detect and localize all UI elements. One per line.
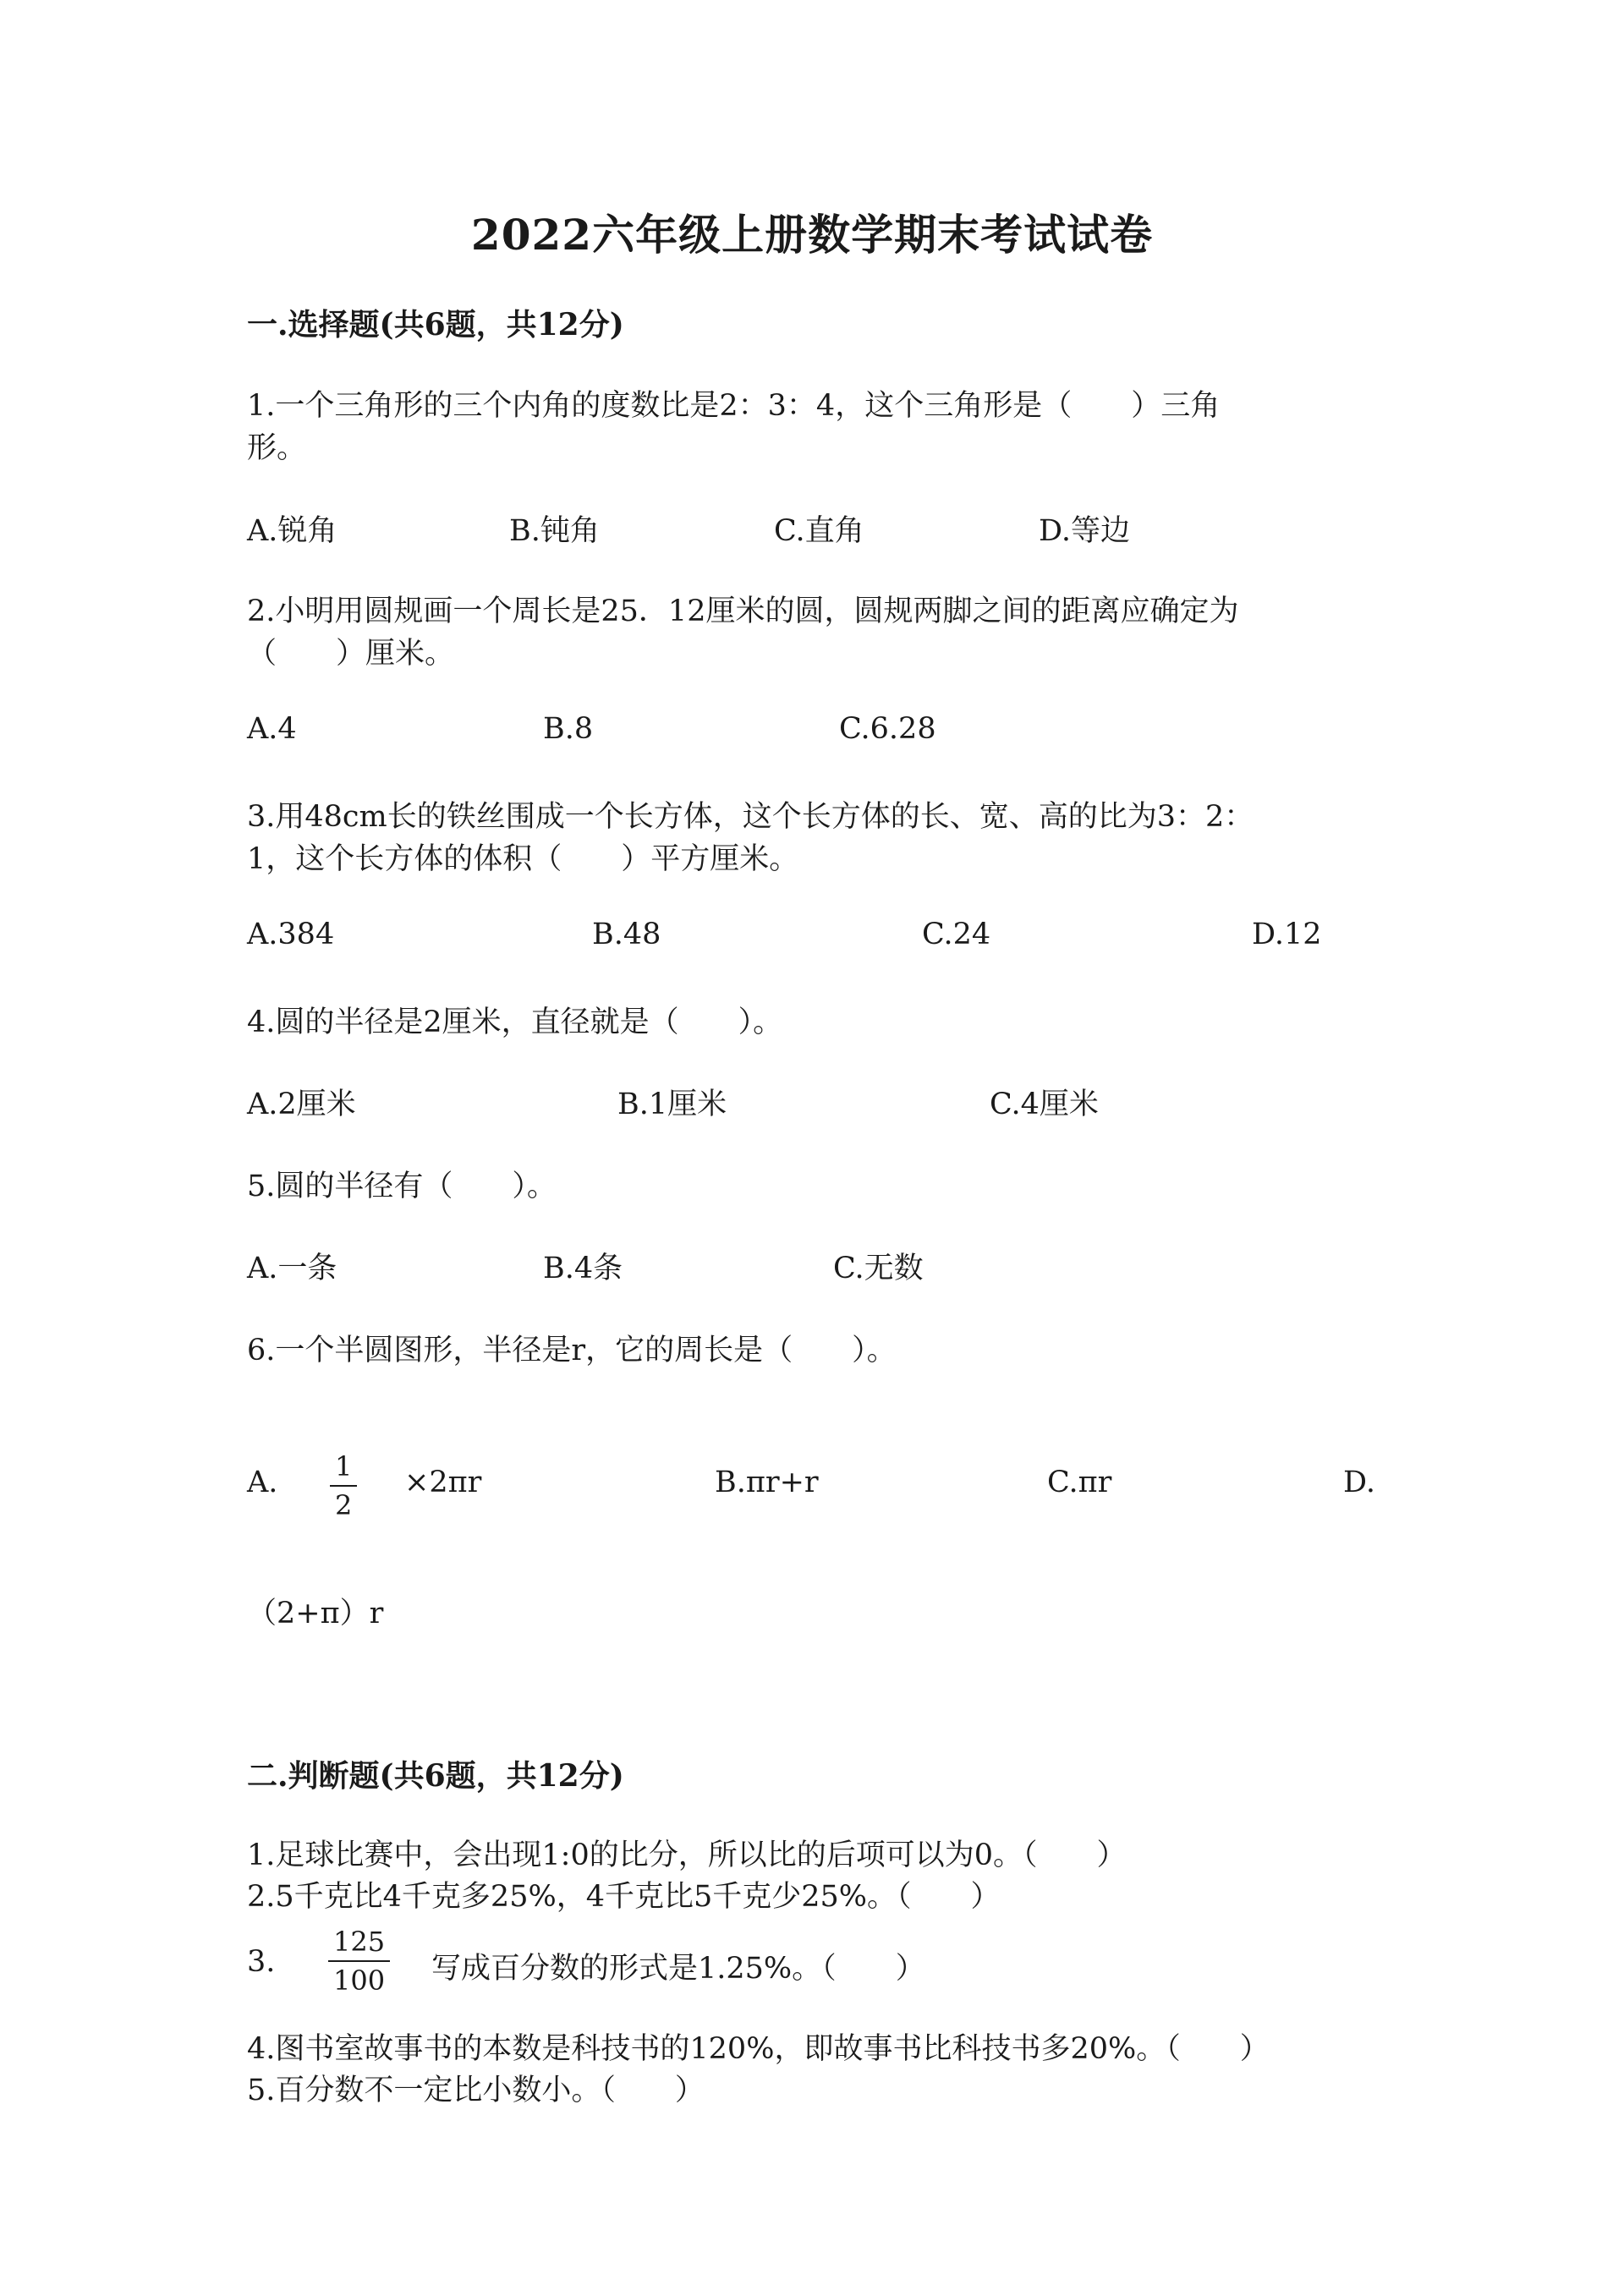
fraction-numerator: 125: [333, 1926, 386, 1958]
q6-option-c: C.πr: [1047, 1466, 1112, 1499]
q6-option-d-expression: （2+π）r: [247, 1597, 384, 1630]
q5-option-b: B.4条: [543, 1252, 623, 1285]
fraction-denominator: 100: [333, 1964, 386, 1997]
q6-option-a-expression: ×2πr: [404, 1466, 482, 1499]
question-2-text-cont: （ ）厘米。: [247, 637, 455, 671]
question-6-text: 6.一个半圆图形，半径是r，它的周长是（ ）。: [247, 1334, 897, 1367]
q4-option-b: B.1厘米: [617, 1088, 727, 1121]
judgement-1-text: 1.足球比赛中，会出现1:0的比分，所以比的后项可以为0。（ ）: [247, 1838, 1127, 1872]
q6-option-a-fraction: [330, 1450, 357, 1521]
q1-option-b: B.钝角: [509, 514, 600, 548]
judgement-4-text: 4.图书室故事书的本数是科技书的120%，即故事书比科技书多20%。（ ）: [247, 2032, 1270, 2066]
question-2-text: 2.小明用圆规画一个周长是25．12厘米的圆，圆规两脚之间的距离应确定为: [247, 595, 1239, 628]
section-heading-choice: 一.选择题(共6题，共12分): [247, 307, 624, 342]
q4-option-a: A.2厘米: [247, 1088, 356, 1121]
q1-option-d: D.等边: [1039, 514, 1130, 548]
q3-option-a: A.384: [247, 918, 335, 951]
q2-option-c: C.6.28: [839, 712, 936, 746]
q3-option-d: D.12: [1252, 918, 1322, 951]
q2-option-a: A.4: [247, 712, 297, 746]
q2-option-b: B.8: [543, 712, 594, 746]
section-heading-judgement: 二.判断题(共6题，共12分): [247, 1758, 624, 1794]
question-3-text-cont: 1，这个长方体的体积（ ）平方厘米。: [247, 842, 799, 876]
q6-option-b: B.πr+r: [715, 1466, 819, 1499]
question-1-text-cont: 形。: [247, 431, 307, 465]
question-3-text: 3.用48cm长的铁丝围成一个长方体，这个长方体的长、宽、高的比为3：2：: [247, 800, 1254, 834]
q6-option-a-label: A.: [247, 1466, 278, 1499]
q4-option-c: C.4厘米: [990, 1088, 1099, 1121]
judgement-2-text: 2.5千克比4千克多25%，4千克比5千克少25%。（ ）: [247, 1880, 1001, 1914]
q1-option-c: C.直角: [774, 514, 864, 548]
judgement-3-fraction: [328, 1926, 390, 1997]
q3-option-c: C.24: [922, 918, 991, 951]
q5-option-a: A.一条: [247, 1252, 337, 1285]
q5-option-c: C.无数: [833, 1252, 924, 1285]
q6-option-d-label: D.: [1343, 1466, 1375, 1499]
judgement-5-text: 5.百分数不一定比小数小。（ ）: [247, 2074, 705, 2107]
q1-option-a: A.锐角: [247, 514, 337, 548]
judgement-3-text: 写成百分数的形式是1.25%。（ ）: [431, 1952, 925, 1986]
q3-option-b: B.48: [592, 918, 661, 951]
question-4-text: 4.圆的半径是2厘米，直径就是（ ）。: [247, 1006, 783, 1039]
judgement-3-label: 3.: [247, 1945, 276, 1979]
page-title: 2022六年级上册数学期末考试试卷: [470, 210, 1154, 260]
fraction-numerator: 1: [335, 1450, 353, 1482]
question-5-text: 5.圆的半径有（ ）。: [247, 1170, 557, 1203]
question-1-text: 1.一个三角形的三个内角的度数比是2：3：4，这个三角形是（ ）三角: [247, 389, 1221, 423]
fraction-denominator: 2: [335, 1489, 353, 1521]
